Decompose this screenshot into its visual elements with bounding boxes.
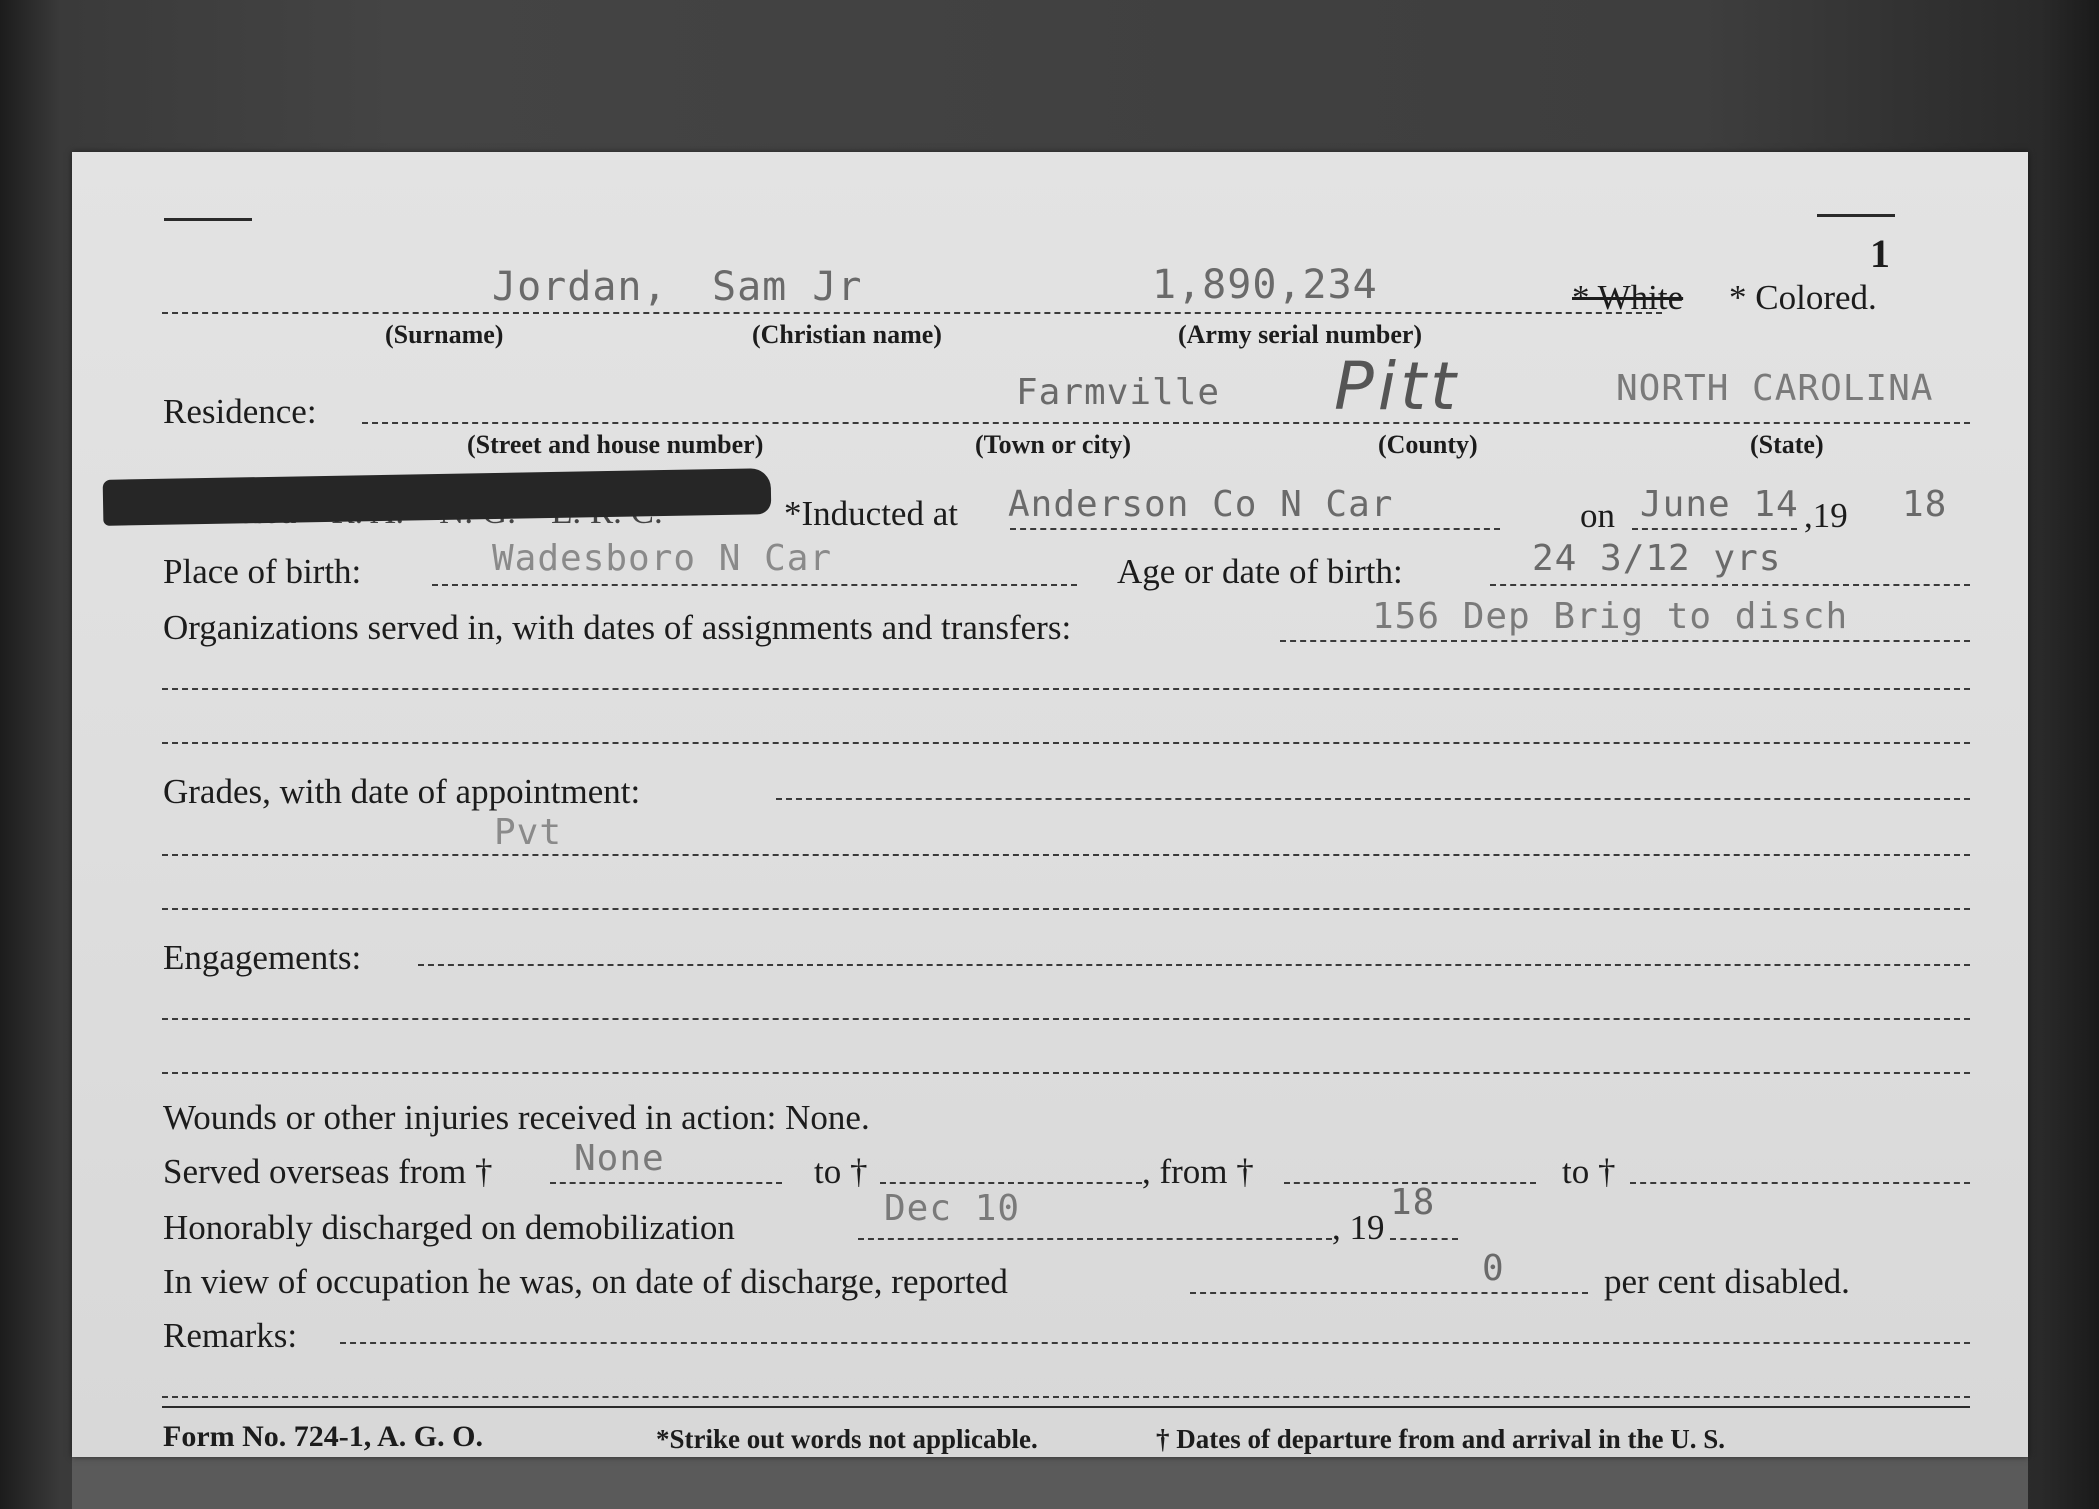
disabled-line [1190, 1292, 1588, 1294]
remarks-line-1 [340, 1342, 1970, 1344]
inducted-year-prefix: ,19 [1804, 496, 1848, 535]
overseas-label: Served overseas from † [163, 1152, 493, 1191]
inducted-label: *Inducted at [784, 494, 958, 533]
caption-christian-name: (Christian name) [752, 320, 942, 349]
engagements-line-2 [162, 1018, 1970, 1020]
overseas-value: None [574, 1138, 665, 1179]
inducted-date-value: June 14 [1640, 484, 1799, 525]
overseas-to2-label: to † [1562, 1152, 1616, 1191]
residence-line [362, 422, 1970, 424]
engagements-label: Engagements: [163, 938, 362, 977]
birthplace-line [432, 584, 1077, 586]
card-bottom-edge [72, 1457, 2028, 1509]
card-number: 1 [1870, 231, 1890, 276]
caption-street: (Street and house number) [467, 430, 764, 459]
organizations-line-2 [162, 688, 1970, 690]
organizations-label: Organizations served in, with dates of assignments and transfers: [163, 608, 1072, 647]
discharge-year-line [1390, 1238, 1458, 1240]
race-colored: * Colored. [1729, 278, 1877, 317]
state-value: NORTH CAROLINA [1616, 368, 1934, 409]
overseas-from2-label: , from † [1142, 1152, 1254, 1191]
discharge-year-prefix: , 19 [1332, 1208, 1385, 1247]
age-label: Age or date of birth: [1117, 552, 1403, 591]
overseas-to-line [880, 1182, 1142, 1184]
discharge-date-line [858, 1238, 1332, 1240]
inducted-year-value: 18 [1902, 484, 1948, 525]
discharge-date-value: Dec 10 [884, 1188, 1021, 1229]
inducted-date-line [1632, 528, 1797, 530]
overseas-from-line [550, 1182, 782, 1184]
strike-note: *Strike out words not applicable. [656, 1424, 1038, 1454]
age-value: 24 3/12 yrs [1532, 538, 1782, 579]
disabled-suffix: per cent disabled. [1604, 1262, 1850, 1301]
dates-note: † Dates of departure from and arrival in the U. S. [1156, 1424, 1725, 1454]
serial-number-value: 1,890,234 [1152, 262, 1378, 308]
race-white: * White [1572, 278, 1684, 317]
organizations-line-3 [162, 742, 1970, 744]
christian-name-value: Sam Jr [712, 264, 863, 310]
disabled-value: 0 [1482, 1248, 1505, 1289]
name-line [162, 312, 1662, 314]
organizations-line-1 [1280, 640, 1970, 642]
top-left-rule [164, 218, 252, 221]
top-right-rule [1817, 214, 1895, 217]
birthplace-label: Place of birth: [163, 552, 362, 591]
caption-town: (Town or city) [975, 430, 1131, 459]
engagements-line-3 [162, 1072, 1970, 1074]
caption-surname: (Surname) [385, 320, 504, 349]
organizations-value: 156 Dep Brig to disch [1372, 596, 1849, 637]
grades-label: Grades, with date of appointment: [163, 772, 641, 811]
overseas-to2-line [1630, 1182, 1970, 1184]
engagements-line-1 [418, 964, 1970, 966]
on-label: on [1580, 496, 1615, 535]
discharge-label: Honorably discharged on demobilization [163, 1208, 735, 1247]
caption-state: (State) [1750, 430, 1824, 459]
overseas-to-label: to † [814, 1152, 868, 1191]
grades-line-1 [776, 798, 1970, 800]
town-value: Farmville [1016, 372, 1221, 413]
enlisted-strikeout [103, 468, 772, 526]
residence-label: Residence: [163, 392, 317, 431]
caption-serial-number: (Army serial number) [1178, 320, 1423, 349]
disabled-label: In view of occupation he was, on date of discharge, reported [163, 1262, 1008, 1301]
birthplace-value: Wadesboro N Car [492, 538, 833, 579]
form-number: Form No. 724-1, A. G. O. [163, 1420, 483, 1453]
service-record-card [72, 152, 2028, 1457]
wounds-label: Wounds or other injuries received in action: None. [163, 1098, 870, 1137]
age-line [1490, 584, 1970, 586]
grades-line-2 [162, 854, 1970, 856]
remarks-label: Remarks: [163, 1316, 298, 1355]
inducted-at-value: Anderson Co N Car [1008, 484, 1394, 525]
remarks-line-2 [162, 1396, 1970, 1398]
discharge-year-value: 18 [1390, 1182, 1436, 1223]
caption-county: (County) [1378, 430, 1478, 459]
grade-value: Pvt [494, 812, 563, 853]
surname-value: Jordan, [492, 264, 668, 310]
county-value: Pitt [1334, 348, 1460, 425]
inducted-line [1010, 528, 1500, 530]
footer-rule [162, 1406, 1970, 1408]
grades-line-3 [162, 908, 1970, 910]
